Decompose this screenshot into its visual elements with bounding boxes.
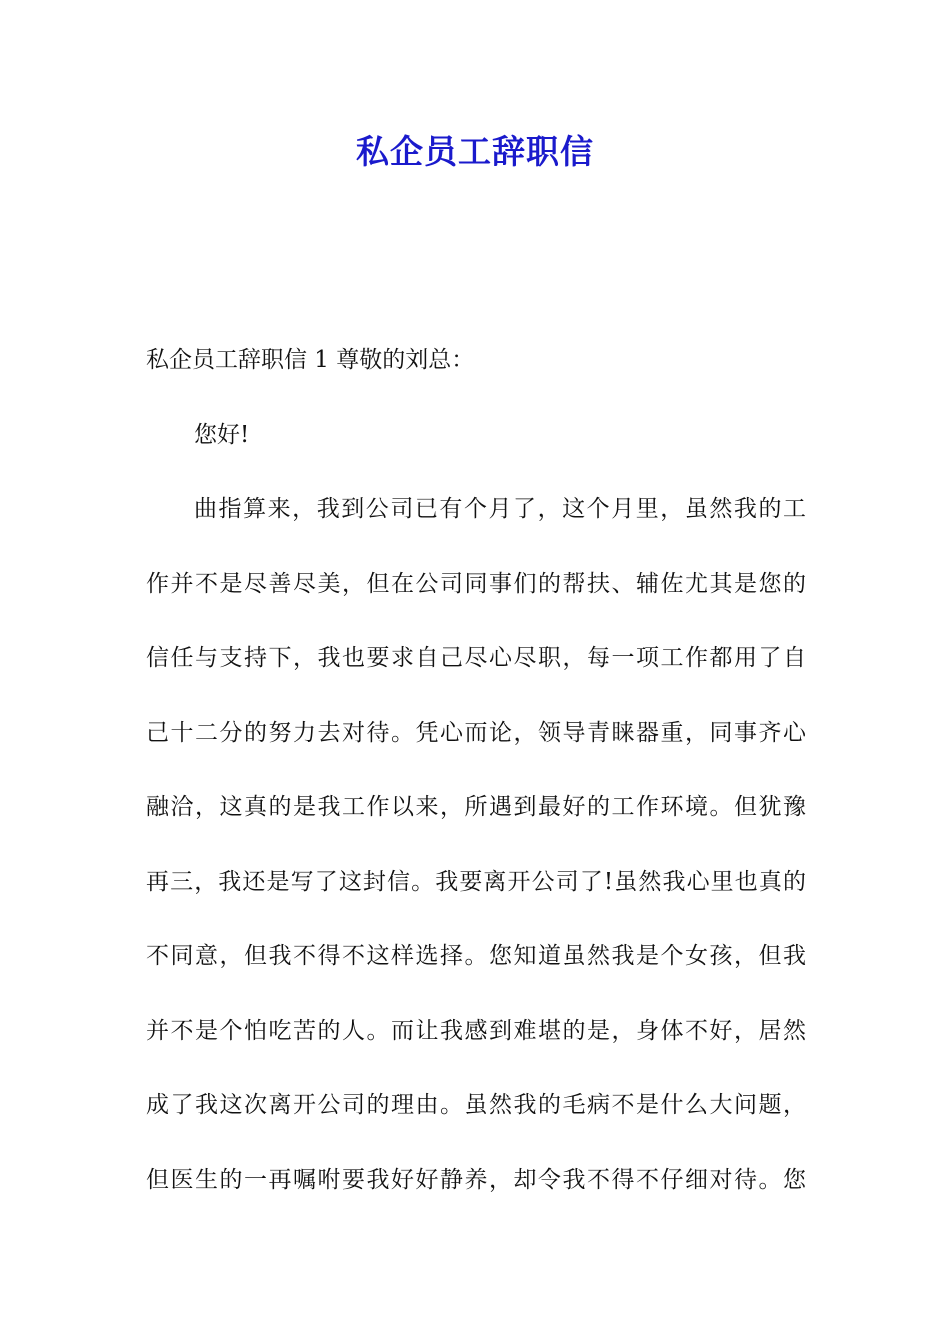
salutation-line: 私企员工辞职信 1 尊敬的刘总： [146, 347, 475, 373]
paragraph-line: 曲指算来，我到公司已有个月了，这个月里，虽然我的工 [194, 496, 806, 522]
greeting-line: 您好! [194, 421, 250, 448]
paragraph-line: 但医生的一再嘱咐要我好好静养，却令我不得不仔细对待。您 [146, 1166, 806, 1193]
paragraph-line: 己十二分的努力去对待。凭心而论，领导青睐器重，同事齐心 [146, 719, 806, 746]
paragraph-line: 作并不是尽善尽美，但在公司同事们的帮扶、辅佐尤其是您的 [146, 570, 806, 597]
document-body [146, 340, 806, 1234]
paragraph-line: 再三，我还是写了这封信。我要离开公司了!虽然我心里也真的 [146, 868, 806, 895]
paragraph-line: 成了我这次离开公司的理由。虽然我的毛病不是什么大问题， [146, 1092, 806, 1118]
paragraph-line: 不同意，但我不得不这样选择。您知道虽然我是个女孩，但我 [146, 943, 806, 969]
paragraph-line: 信任与支持下，我也要求自己尽心尽职，每一项工作都用了自 [146, 645, 806, 671]
paragraph-line: 并不是个怕吃苦的人。而让我感到难堪的是，身体不好，居然 [146, 1017, 806, 1044]
document-title: 私企员工辞职信 [356, 132, 594, 171]
paragraph-line: 融洽，这真的是我工作以来，所遇到最好的工作环境。但犹豫 [146, 794, 806, 820]
